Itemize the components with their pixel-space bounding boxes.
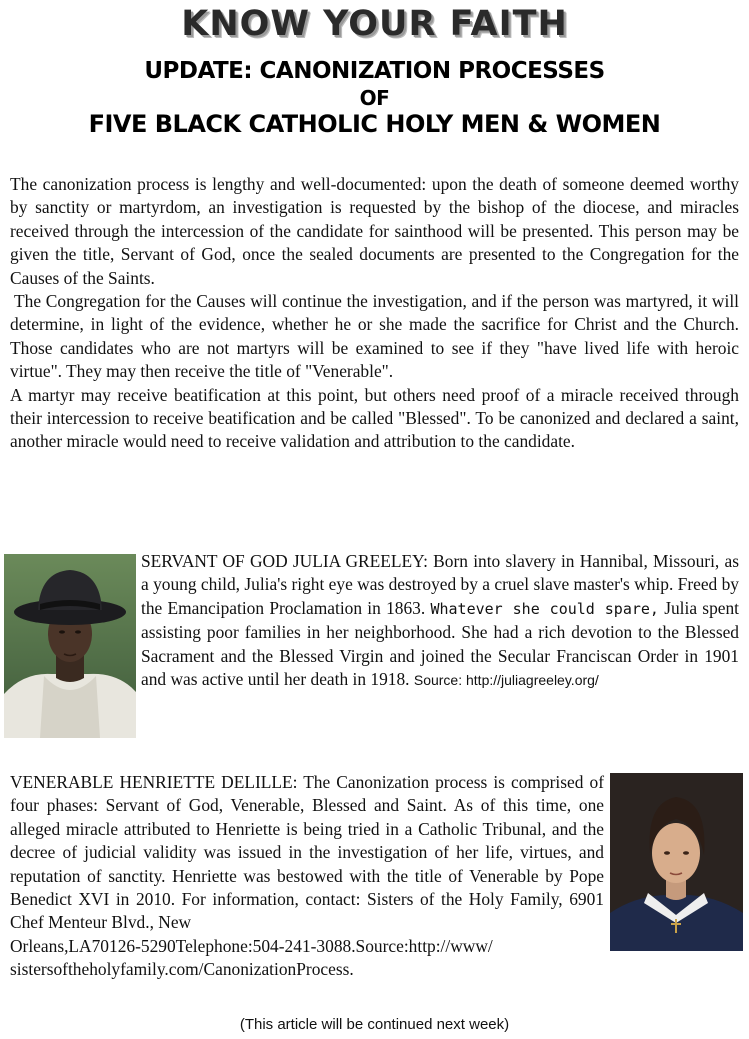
- julia-greeley-portrait: [4, 554, 136, 738]
- masthead-title: KNOW YOUR FAITH: [181, 4, 568, 44]
- intro-paragraph-2: The Congregation for the Causes will continue the investigation, and if the person was martyred, it will determine, in light of the evidence, whether he or she made the sacrifice for Christ and the Church. Those candidates who are not martyrs will be examined to see if they "have lived life with heroic virtue". They may then receive the title of "Venerable".: [10, 291, 739, 382]
- henriette-delille-portrait: [610, 773, 743, 951]
- subtitle-line-2: OF: [359, 86, 390, 110]
- intro-paragraph-3: A martyr may receive beatification at this point, but others need proof of a miracle received through their intercession to receive beatification and be called "Blessed". To be canonized and declared a saint, another miracle would need to receive validation and attribution to the candidate.: [10, 384, 739, 452]
- intro-paragraph-1: The canonization process is lengthy and well-documented: upon the death of someone deemed worthy by sanctity or martyrdom, an investigation is requested by the bishop of the diocese, and miracles received through the intercession of the candidate for sainthood will be presented. This person may be given the title, Servant of God, once the sealed documents are presented to the Congregation for the Causes of the Saints.: [10, 174, 739, 288]
- intro-text: [10, 173, 739, 454]
- henriette-delille-bio-continued: Orleans,LA70126-5290Telephone:504-241-3088.Source:http://www/ sistersoftheholyfamily.com/CanonizationProcess.: [10, 936, 493, 980]
- henriette-delille-bio: VENERABLE HENRIETTE DELILLE: The Canonization process is comprised of four phases: Servant of God, Venerable, Blessed and Saint. As of this time, one alleged miracle attributed to Henriette is being tried in a Catholic Tribunal, and the decree of judicial validity was issued in the investigation of her life, virtues, and reputation of sanctity. Henriette was bestowed with the title of Venerable by Pope Benedict XVI in 2010. For information, contact: Sisters of the Holy Family, 6901 Chef Menteur Blvd., New: [10, 772, 604, 933]
- greeley-text-mono: Whatever she could spare,: [430, 599, 659, 618]
- subtitle-line-1: UPDATE: CANONIZATION PROCESSES: [144, 58, 605, 84]
- subtitle-line-3: FIVE BLACK CATHOLIC HOLY MEN & WOMEN: [88, 110, 661, 138]
- greeley-text-part-1: SERVANT OF GOD JULIA GREELEY: Born into slavery in Hannibal, Missouri, as a young child, Julia's right eye was destroyed by a cruel slave master's whip. Freed by the Emancipation Proclamation in 1863.: [141, 551, 739, 618]
- julia-greeley-bio: [141, 550, 739, 692]
- greeley-source: Source: http://juliagreeley.org/: [413, 672, 599, 689]
- greeley-text-part-2: Julia spent assisting poor families in her neighborhood. She had a rich devotion to the Blessed Sacrament and the Blessed Virgin and joined the Secular Franciscan Order in 1901 and was active until her death in 1918.: [141, 597, 740, 690]
- continued-note: (This article will be continued next week): [239, 1016, 510, 1033]
